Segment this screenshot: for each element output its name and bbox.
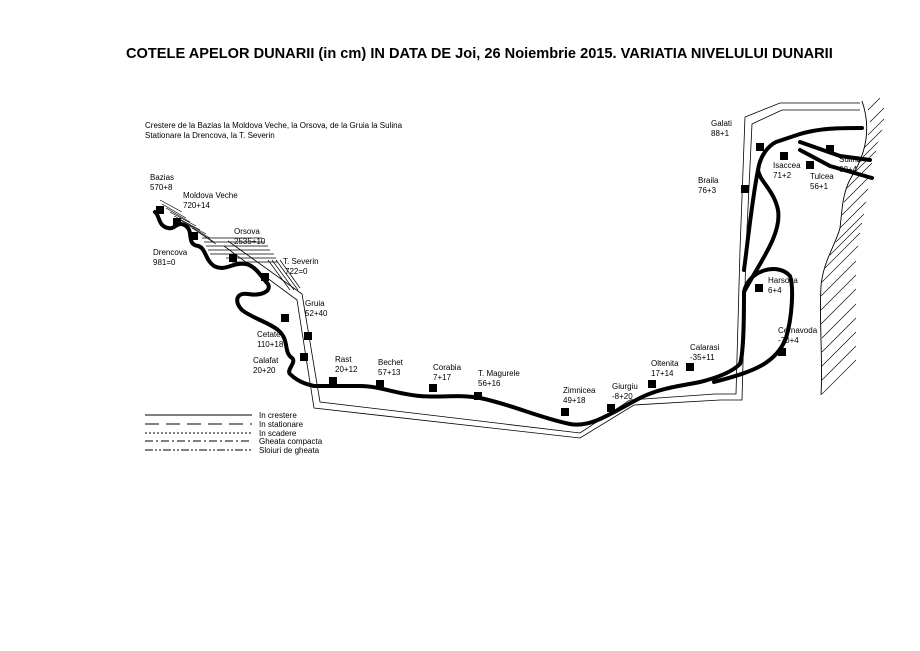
station-name-tulcea: Tulcea	[810, 172, 834, 181]
station-name-orsova: Orsova	[234, 227, 260, 236]
station-value-sulina: 60+4	[839, 165, 858, 174]
station-marker-orsova	[229, 254, 237, 262]
station-name-calafat: Calafat	[253, 356, 279, 365]
legend-label-compact-ice: Gheata compacta	[259, 437, 323, 446]
station-name-bechet: Bechet	[378, 358, 403, 367]
station-marker-harsova	[755, 284, 763, 292]
station-name-bazias: Bazias	[150, 173, 175, 182]
station-name-cernavoda: Cernavoda	[778, 326, 818, 335]
station-name-gruia: Gruia	[305, 299, 325, 308]
info-line-rising: Crestere de la Bazias la Moldova Veche, la Orsova, de la Gruia la Sulina	[145, 121, 403, 130]
coast-hatching	[821, 98, 884, 394]
station-marker-drencova	[190, 232, 198, 240]
station-name-sulina: Sulina	[839, 155, 862, 164]
station-value-giurgiu: -8+20	[612, 392, 633, 401]
station-marker-cernavoda	[778, 348, 786, 356]
station-value-cetate: 110+18	[257, 340, 284, 349]
station-name-calarasi: Calarasi	[690, 343, 720, 352]
station-name-t-severin: T. Severin	[283, 257, 319, 266]
sea-coast	[820, 98, 884, 395]
station-value-gruia: 52+40	[305, 309, 328, 318]
station-value-isaccea: 71+2	[773, 171, 792, 180]
station-marker-zimnicea	[561, 408, 569, 416]
station-marker-moldova-veche	[173, 218, 181, 226]
station-value-drencova: 981=0	[153, 258, 176, 267]
station-name-drencova: Drencova	[153, 248, 188, 257]
station-marker-galati	[756, 143, 764, 151]
station-name-galati: Galati	[711, 119, 732, 128]
station-marker-gruia	[281, 314, 289, 322]
station-marker-calafat	[300, 353, 308, 361]
station-name-moldova-veche: Moldova Veche	[183, 191, 238, 200]
station-marker-t-severin	[261, 273, 269, 281]
station-value-bazias: 570+8	[150, 183, 173, 192]
station-marker-oltenita	[648, 380, 656, 388]
station-value-tulcea: 56+1	[810, 182, 829, 191]
station-marker-t-magurele	[474, 392, 482, 400]
station-marker-corabia	[429, 384, 437, 392]
legend-label-falling: In scadere	[259, 429, 297, 438]
page-title: COTELE APELOR DUNARII (in cm) IN DATA DE Joi, 26 Noiembrie 2015. VARIATIA NIVELULUI DUNARII	[126, 46, 833, 62]
station-value-orsova: 2535+10	[234, 237, 266, 246]
station-name-t-magurele: T. Magurele	[478, 369, 520, 378]
river-bank-south	[224, 110, 860, 438]
station-marker-bazias	[156, 206, 164, 214]
station-value-corabia: 7+17	[433, 373, 452, 382]
station-name-braila: Braila	[698, 176, 719, 185]
station-marker-calarasi	[686, 363, 694, 371]
station-name-cetate: Cetate	[257, 330, 281, 339]
station-value-harsova: 6+4	[768, 286, 782, 295]
rising-hatching	[160, 200, 300, 290]
station-value-cernavoda: -70+4	[778, 336, 799, 345]
station-value-moldova-veche: 720+14	[183, 201, 210, 210]
station-value-rast: 20+12	[335, 365, 358, 374]
station-marker-tulcea	[806, 161, 814, 169]
info-line-steady: Stationare la Drencova, la T. Severin	[145, 131, 275, 140]
station-value-braila: 76+3	[698, 186, 717, 195]
station-value-t-severin: 722=0	[285, 267, 308, 276]
station-name-harsova: Harsova	[768, 276, 798, 285]
legend	[145, 411, 323, 455]
legend-label-rising: In crestere	[259, 411, 297, 420]
station-value-calafat: 20+20	[253, 366, 276, 375]
station-value-calarasi: -35+11	[690, 353, 715, 362]
station-name-giurgiu: Giurgiu	[612, 382, 638, 391]
station-marker-bechet	[376, 380, 384, 388]
station-marker-rast	[329, 377, 337, 385]
station-name-isaccea: Isaccea	[773, 161, 801, 170]
station-marker-sulina	[826, 145, 834, 153]
station-marker-braila	[741, 185, 749, 193]
station-name-oltenita: Oltenita	[651, 359, 679, 368]
station-value-bechet: 57+13	[378, 368, 401, 377]
station-name-zimnicea: Zimnicea	[563, 386, 596, 395]
station-value-t-magurele: 56+16	[478, 379, 501, 388]
station-value-galati: 88+1	[711, 129, 730, 138]
station-name-corabia: Corabia	[433, 363, 462, 372]
station-marker-cetate	[304, 332, 312, 340]
station-name-rast: Rast	[335, 355, 352, 364]
station-value-zimnicea: 49+18	[563, 396, 586, 405]
legend-label-steady: In stationare	[259, 420, 304, 429]
station-marker-isaccea	[780, 152, 788, 160]
station-marker-giurgiu	[607, 404, 615, 412]
legend-label-ice-floes: Sloiuri de gheata	[259, 446, 320, 455]
station-value-oltenita: 17+14	[651, 369, 674, 378]
